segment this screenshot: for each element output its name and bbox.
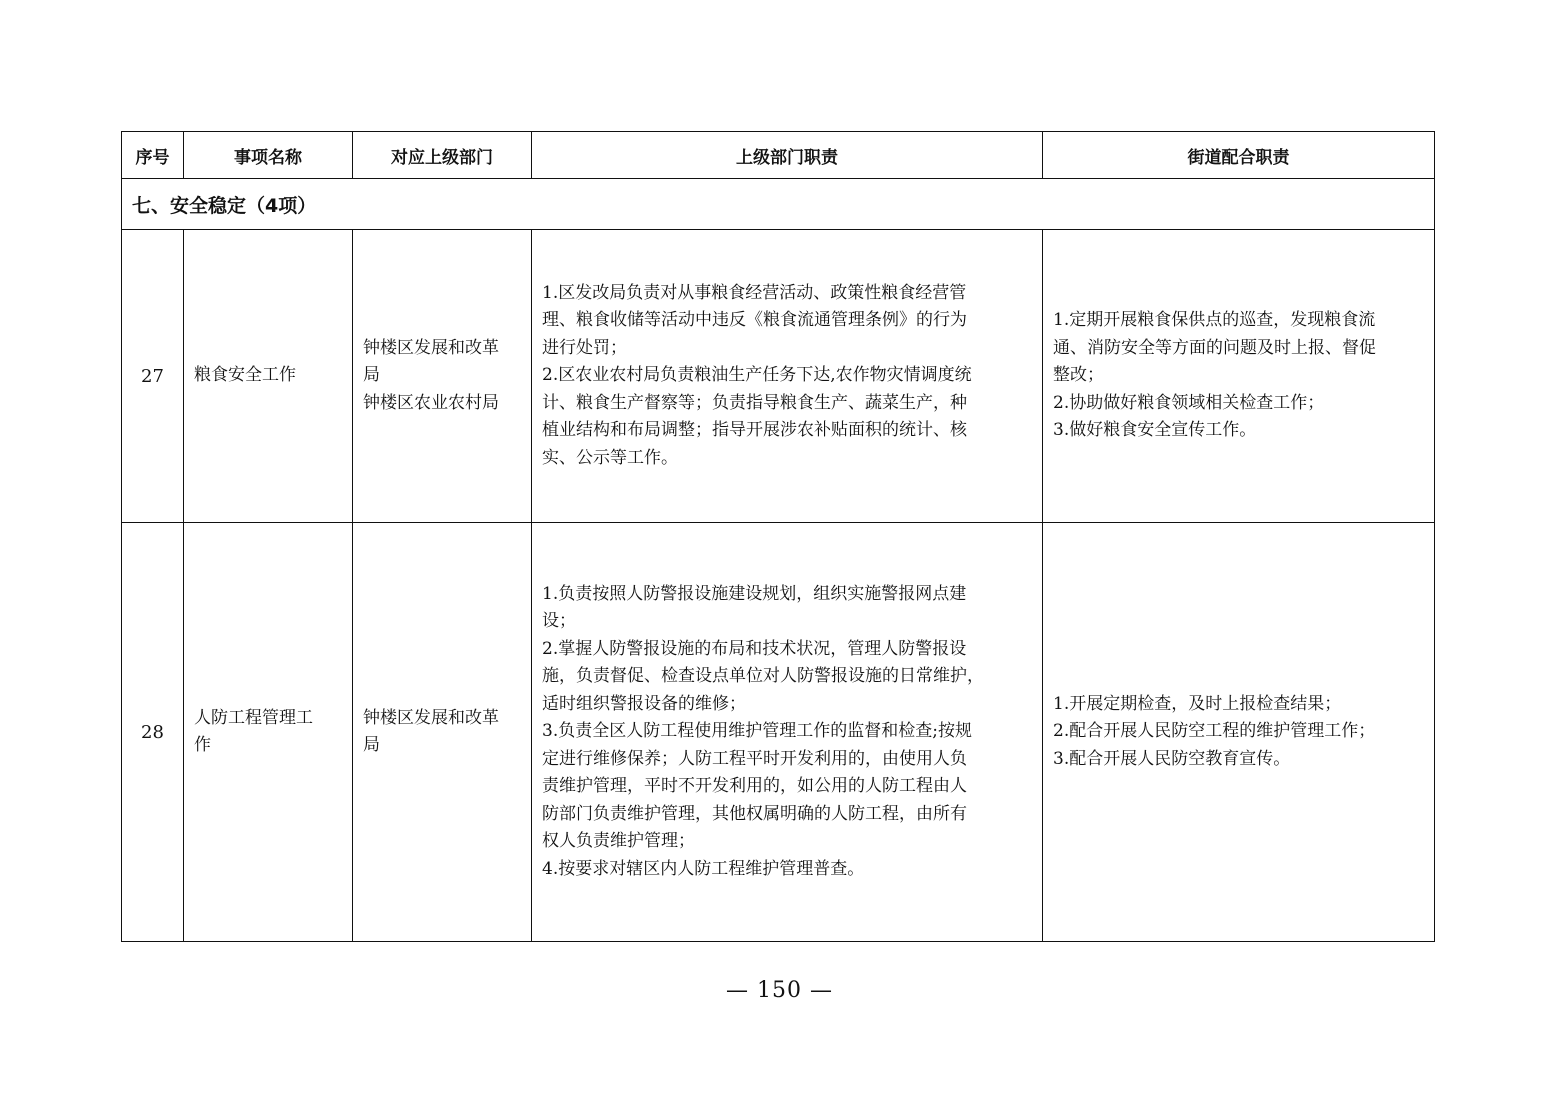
item-name-cell [184,230,353,523]
coop-line: 2.协助做好粮食领域相关检查工作； [1053,392,1325,413]
dept-line: 钟楼区农业农村局 [363,392,499,413]
header-serial: 序号 [122,132,184,179]
street-duty-cell [1043,523,1435,942]
duty-line: 2.区农业农村局负责粮油生产任务下达,农作物灾情调度统 [542,365,972,386]
coop-line: 1.定期开展粮食保供点的巡查，发现粮食流 [1053,310,1376,331]
superior-dept-cell [353,230,532,523]
coop-line: 整改； [1053,365,1104,386]
section-title: 七、安全稳定（4项） [122,179,1435,230]
duty-line: 适时组织警报设备的维修； [542,693,746,714]
header-superior-dept: 对应上级部门 [353,132,532,179]
duty-line: 进行处罚； [542,337,627,358]
duty-line: 施，负责督促、检查设点单位对人防警报设施的日常维护， [542,666,984,687]
header-item-name: 事项名称 [184,132,353,179]
item-name-cell [184,523,353,942]
section-row [122,179,1435,230]
table-header-row [122,132,1435,179]
superior-duty-cell [532,230,1043,523]
header-superior-duty: 上级部门职责 [532,132,1043,179]
street-duty-cell [1043,230,1435,523]
coop-line: 3.做好粮食安全宣传工作。 [1053,420,1257,441]
superior-duty-cell [532,523,1043,942]
item-name-line: 人防工程管理工 [194,707,313,728]
item-name-line: 作 [194,735,211,755]
coop-line: 通、消防安全等方面的问题及时上报、督促 [1053,337,1376,358]
duty-line: 计、粮食生产督察等；负责指导粮食生产、蔬菜生产，种 [542,392,967,413]
page-number: — 150 — [726,978,833,1003]
duty-line: 实、公示等工作。 [542,447,678,468]
dept-line: 钟楼区发展和改革 [363,337,499,358]
header-street-duty: 街道配合职责 [1043,132,1435,179]
coop-line: 2.配合开展人民防空工程的维护管理工作； [1053,721,1376,742]
duty-line: 2.掌握人防警报设施的布局和技术状况，管理人防警报设 [542,638,967,659]
duty-line: 1.负责按照人防警报设施建设规划，组织实施警报网点建 [542,583,967,604]
dept-line: 钟楼区发展和改革 [363,707,499,728]
duty-table [121,131,1435,942]
duty-line: 权人负责维护管理； [542,831,695,852]
duty-line: 1.区发改局负责对从事粮食经营活动、政策性粮食经营管 [542,282,967,303]
dept-line: 局 [363,735,380,755]
row-number: 28 [122,523,184,942]
duty-line: 理、粮食收储等活动中违反《粮食流通管理条例》的行为 [542,310,967,331]
coop-line: 1.开展定期检查，及时上报检查结果； [1053,693,1342,714]
duty-line: 4.按要求对辖区内人防工程维护管理普查。 [542,858,865,879]
duty-line: 3.负责全区人防工程使用维护管理工作的监督和检查;按规 [542,721,972,742]
duty-line: 责维护管理，平时不开发利用的，如公用的人防工程由人 [542,776,967,797]
superior-dept-cell [353,523,532,942]
dept-line: 局 [363,365,380,386]
table-row [122,230,1435,523]
duty-line: 设； [542,611,576,632]
row-number: 27 [122,230,184,523]
duty-line: 定进行维修保养；人防工程平时开发利用的，由使用人负 [542,748,967,769]
duty-line: 植业结构和布局调整；指导开展涉农补贴面积的统计、核 [542,420,967,441]
duty-line: 防部门负责维护管理，其他权属明确的人防工程，由所有 [542,803,967,824]
item-name-line: 粮食安全工作 [194,365,296,386]
coop-line: 3.配合开展人民防空教育宣传。 [1053,748,1291,769]
table-row [122,523,1435,942]
